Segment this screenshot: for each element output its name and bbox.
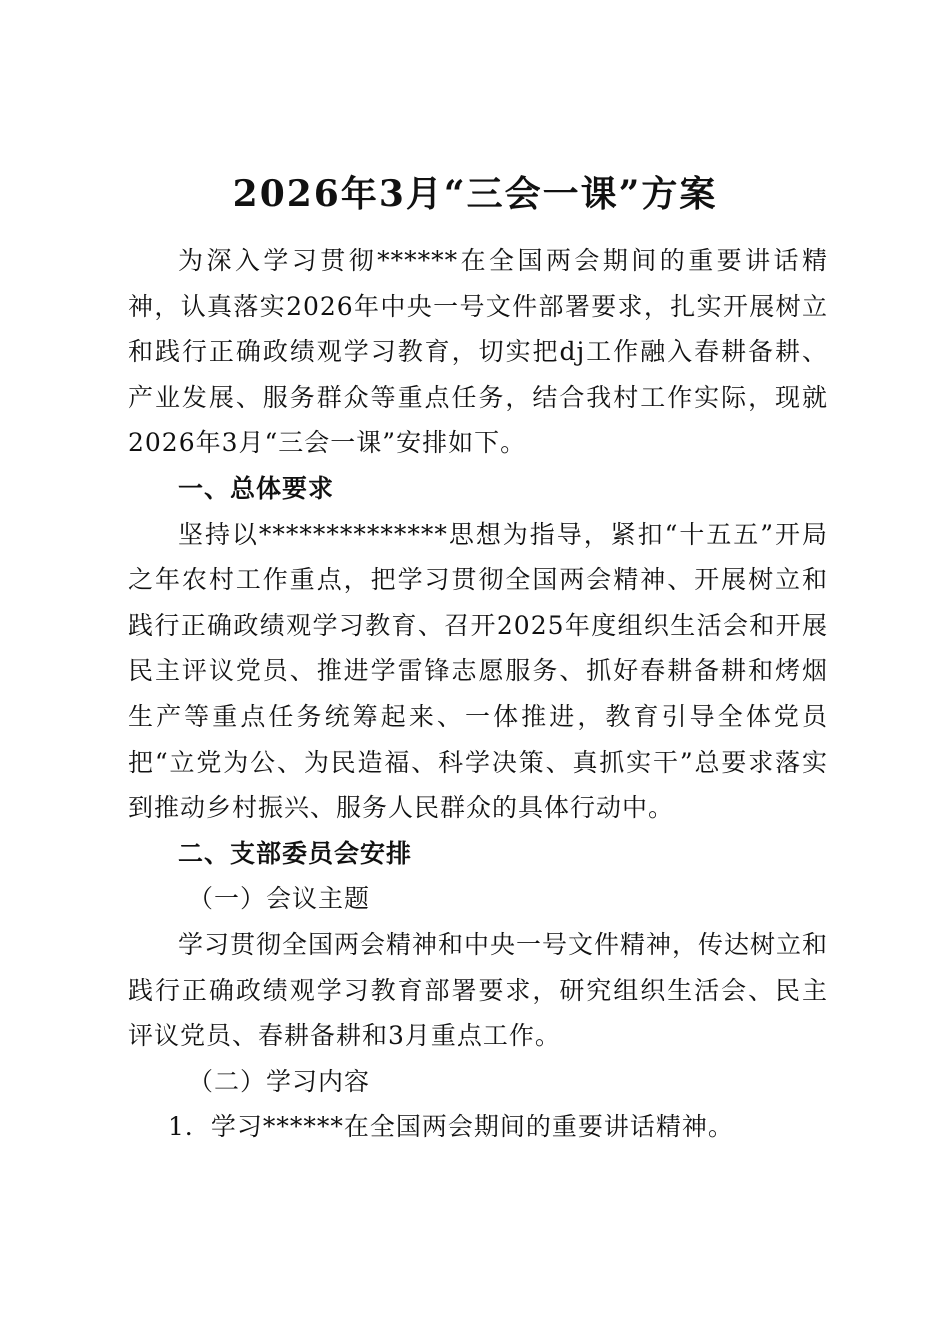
intro-paragraph: 为深入学习贯彻******在全国两会期间的重要讲话精神，认真落实2026年中央一号文件部署要求，扎实开展树立和践行正确政绩观学习教育，切实把dj工作融入春耕备耕、产业发展、服务群众等重点任务，结合我村工作实际，现就2026年3月“三会一课”安排如下。 xyxy=(128,246,828,458)
document-title: 2026年3月“三会一课”方案 xyxy=(232,173,718,215)
subheading-study-content: （二）学习内容 xyxy=(188,1066,371,1096)
meeting-theme-paragraph: 学习贯彻全国两会精神和中央一号文件精神，传达树立和践行正确政绩观学习教育部署要求，研究组织生活会、民主评议党员、春耕备耕和3月重点工作。 xyxy=(128,929,829,1051)
overall-requirements-paragraph: 坚持以**************思想为指导，紧扣“十五五”开局之年农村工作重点，把学习贯彻全国两会精神、开展树立和践行正确政绩观学习教育、召开2025年度组织生活会和开展民主评议党员、推进学雷锋志愿服务、抓好春耕备耕和烤烟生产等重点任务统筹起来、一体推进，教育引导全体党员把“立党为公、为民造福、科学决策、真抓实干”总要求落实到推动乡村振兴、服务人民群众的具体行动中。 xyxy=(128,519,828,823)
section-heading-branch-committee: 二、支部委员会安排 xyxy=(178,838,413,868)
document-body xyxy=(128,238,828,1150)
study-content-item-1: 1．学习******在全国两会期间的重要讲话精神。 xyxy=(168,1112,734,1142)
subheading-meeting-theme: （一）会议主题 xyxy=(188,884,371,914)
section-heading-overall-requirements: 一、总体要求 xyxy=(178,473,335,503)
